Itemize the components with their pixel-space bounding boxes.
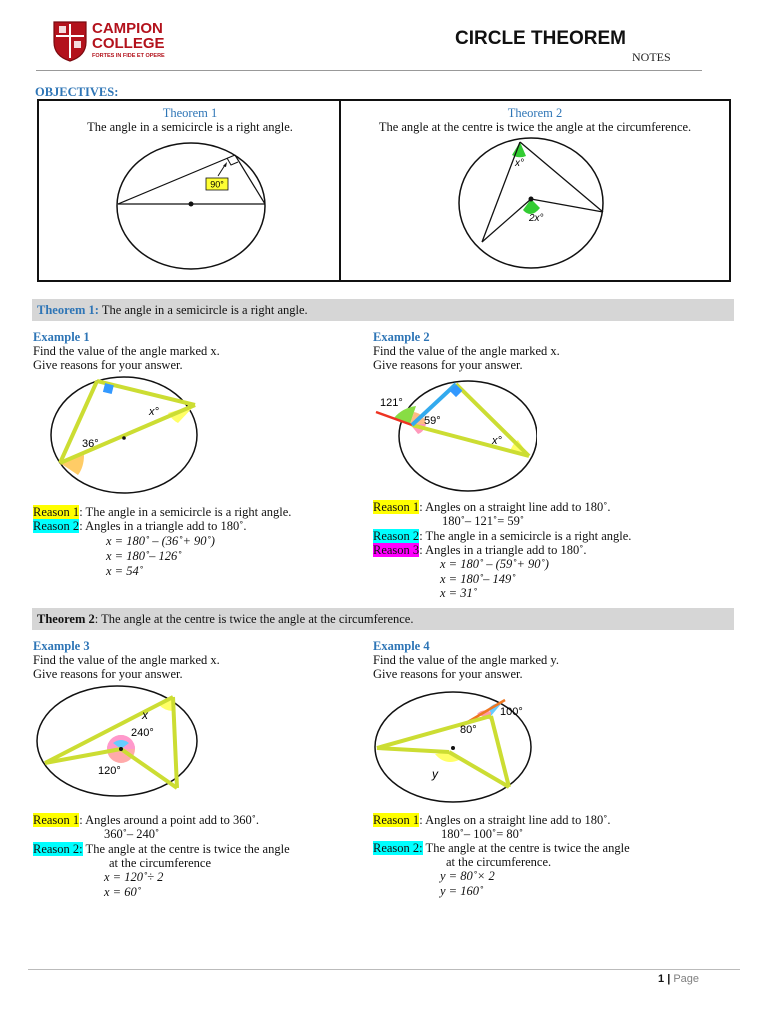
example2-diagram — [372, 378, 537, 498]
theorem2-title: Theorem 2 — [507, 106, 563, 120]
example1-reason1-text: : The angle in a semicircle is a right angle. — [79, 505, 292, 519]
school-motto: FORTES IN FIDE ET OPERE — [92, 53, 165, 59]
theorem1-section-label: Theorem 1: — [37, 303, 99, 317]
example3-work-line1: x = 120˚÷ 2 — [104, 870, 164, 884]
example2-reason2 — [373, 529, 631, 544]
example3-reason2-cont: at the circumference — [109, 856, 212, 870]
page-subtitle: NOTES — [632, 50, 671, 64]
example3-label-x: x — [142, 708, 148, 722]
page-title: CIRCLE THEOREM — [455, 28, 626, 49]
theorem2-label-x: x° — [515, 158, 524, 169]
example1-reason1 — [33, 505, 291, 520]
theorem1-text: The angle in a semicircle is a right angle. — [87, 120, 293, 134]
header-rule — [36, 70, 702, 71]
example4-label-y: y — [432, 767, 438, 781]
example3-reason2 — [33, 842, 290, 857]
example4-work-line2: y = 160˚ — [440, 884, 484, 898]
theorem2-section-label: Theorem 2 — [37, 612, 95, 626]
theorem2-section-text — [37, 612, 413, 627]
example2-question: Find the value of the angle marked x. — [373, 344, 560, 358]
example3-diagram — [35, 685, 200, 803]
example1-work-line1: x = 180˚ – (36˚+ 90˚) — [106, 534, 215, 548]
theorem1-title: Theorem 1 — [162, 106, 218, 120]
example2-reason2-text: : The angle in a semicircle is a right angle. — [419, 529, 632, 543]
example4-diagram — [373, 690, 533, 808]
example3-reason1-tag: Reason 1 — [33, 813, 80, 827]
school-logo — [52, 20, 182, 64]
example1-instruction: Give reasons for your answer. — [33, 358, 183, 372]
example4-instruction: Give reasons for your answer. — [373, 667, 523, 681]
page-number: 1 — [658, 973, 665, 985]
example1-work-line3: x = 54˚ — [106, 564, 143, 578]
example2-label-59: 59° — [424, 415, 441, 427]
example3-reason1-calc: 360˚– 240˚ — [104, 827, 160, 841]
example3-title: Example 3 — [33, 639, 90, 653]
example1-question: Find the value of the angle marked x. — [33, 344, 220, 358]
school-name-line1: CAMPION — [92, 20, 163, 37]
example1-title: Example 1 — [33, 330, 90, 344]
objectives-heading: OBJECTIVES: — [35, 85, 119, 99]
school-name-line2: COLLEGE — [92, 35, 165, 52]
example3-label-240: 240° — [131, 727, 154, 739]
example3-reason2-text: The angle at the centre is twice the angle — [82, 842, 290, 856]
example4-reason1-tag: Reason 1 — [373, 813, 420, 827]
example2-reason3-text: : Angles in a triangle add to 180˚. — [419, 543, 587, 557]
example4-reason2-text: The angle at the centre is twice the angle — [422, 841, 630, 855]
footer-rule — [28, 969, 740, 970]
example3-reason1 — [33, 813, 259, 828]
example4-label-100: 100° — [500, 706, 523, 718]
theorem2-label-2x: 2x° — [529, 213, 544, 224]
example2-work-line2: x = 180˚– 149˚ — [440, 572, 516, 586]
example1-reason2-text: : Angles in a triangle add to 180˚. — [79, 519, 247, 533]
example1-label-36: 36° — [82, 438, 99, 450]
page-footer — [658, 973, 699, 985]
theorem2-diagram — [455, 135, 610, 275]
example2-label-x: x° — [492, 435, 502, 447]
example1-work-line2: x = 180˚– 126˚ — [106, 549, 182, 563]
theorem1-section-statement: The angle in a semicircle is a right angle. — [101, 303, 308, 317]
example2-reason3 — [373, 543, 587, 558]
example4-reason2 — [373, 841, 630, 856]
example3-instruction: Give reasons for your answer. — [33, 667, 183, 681]
example4-reason1-calc: 180˚– 100˚= 80˚ — [441, 827, 524, 841]
example2-reason1 — [373, 500, 610, 515]
example3-label-120: 120° — [98, 765, 121, 777]
theorem1-angle-label: 90° — [210, 179, 224, 190]
example1-diagram — [48, 375, 200, 497]
example4-reason1-text: : Angles on a straight line add to 180˚. — [419, 813, 611, 827]
example2-reason1-tag: Reason 1 — [373, 500, 420, 514]
page-word: Page — [673, 973, 700, 985]
example2-reason2-tag: Reason 2 — [373, 529, 420, 543]
example3-reason2-tag: Reason 2: — [33, 842, 83, 856]
example4-reason2-cont: at the circumference. — [446, 855, 552, 869]
example2-work-line1: x = 180˚ – (59˚+ 90˚) — [440, 557, 549, 571]
example3-work-line2: x = 60˚ — [104, 885, 141, 899]
example4-work-line1: y = 80˚× 2 — [440, 869, 495, 883]
example3-question: Find the value of the angle marked x. — [33, 653, 220, 667]
example4-label-80: 80° — [460, 724, 477, 736]
theorem2-text: The angle at the centre is twice the angle at the circumference. — [378, 120, 692, 134]
example2-label-121: 121° — [380, 397, 403, 409]
example2-reason1-calc: 180˚– 121˚= 59˚ — [442, 514, 525, 528]
example2-reason1-text: : Angles on a straight line add to 180˚. — [419, 500, 611, 514]
example2-reason3-tag: Reason 3 — [373, 543, 420, 557]
example3-reason1-text: : Angles around a point add to 360˚. — [79, 813, 260, 827]
example4-reason2-tag: Reason 2: — [373, 841, 423, 855]
example1-label-x: x° — [149, 406, 159, 418]
example1-reason2-tag: Reason 2 — [33, 519, 80, 533]
page-separator: | — [667, 973, 671, 985]
example2-title: Example 2 — [373, 330, 430, 344]
example4-question: Find the value of the angle marked y. — [373, 653, 559, 667]
example1-reason1-tag: Reason 1 — [33, 505, 80, 519]
example4-title: Example 4 — [373, 639, 430, 653]
theorem2-section-statement: : The angle at the centre is twice the angle at the circumference. — [94, 612, 414, 626]
example2-instruction: Give reasons for your answer. — [373, 358, 523, 372]
theorem1-section-text — [37, 303, 308, 318]
crest-icon — [52, 20, 88, 62]
theorem1-diagram — [110, 138, 275, 278]
example4-reason1 — [373, 813, 610, 828]
example2-work-line3: x = 31˚ — [440, 586, 477, 600]
example1-reason2 — [33, 519, 247, 534]
